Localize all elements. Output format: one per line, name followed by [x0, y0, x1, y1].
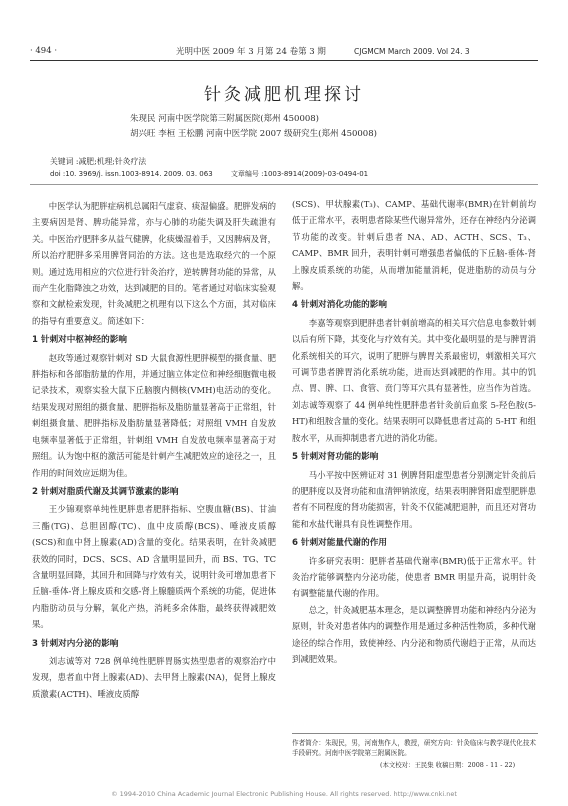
abstract-rule — [30, 184, 538, 185]
article-title: 针灸减肥机理探讨 — [204, 85, 364, 105]
left-column — [32, 198, 276, 702]
author-block — [130, 112, 500, 142]
paragraph: 刘志诚等对 728 例单纯性肥胖胃肠实热型患者的观察治疗中发现，患者血中肾上腺素(AD)、去甲肾上腺素(NA)，促肾上腺皮质激素(ACTH)、唾液皮质醇 — [32, 655, 276, 699]
article-id: 文章编号 :1003-8914(2009)-03-0494-01 — [230, 170, 369, 178]
received-date: (本文校对：王民集 收稿日期：2008 - 11 - 22) — [380, 761, 516, 769]
paragraph: 李嘉等观察到肥胖患者针刺前增高的相关耳穴信息电参数针刺以后有所下降，其变化与疗效有关。其中变化最明显的是与脾胃消化系统相关的耳穴，说明了肥胖与脾胃关系最密切，刺激相关耳穴可调节患者脾胃消化系统功能，进而达到减肥的作用。其中的饥点、胃、脾、口、食管、贲门等耳穴具有显著性，应当作为首选。刘志诚等观察了 44 例单纯性肥胖患者针灸前后血浆 5-羟色胺(5-HT)和组胺含量的变化。结果表明可以降低患者过高的 5-HT 和组胺水平，从而抑制患者亢进的消化功能。 — [292, 317, 536, 443]
footnote-rule — [292, 733, 538, 734]
keywords: 关键词 :减肥;机理;针灸疗法 — [50, 157, 147, 166]
paragraph: 许多研究表明：肥胖者基础代谢率(BMR)低于正常水平。针灸治疗能够调整内分泌功能，使患者 BMR 明显升高，说明针灸有调整能量代谢的作用。 — [292, 555, 536, 599]
copyright-notice: © 1994-2010 China Academic Journal Electronic Publishing House. All rights reserved. http://www.cnki.net — [111, 790, 457, 798]
journal-name-en: CJGMCM March 2009. Vol 24. 3 — [354, 46, 470, 56]
doi: doi :10. 3969/j. issn.1003-8914. 2009. 03. 063 — [50, 170, 213, 178]
paragraph: 马小平按中医辨证对 31 例脾肾阳虚型患者分别测定针灸前后的肥胖度以及肾功能和血清钾钠浓度，结果表明脾肾阳虚型肥胖患者有不同程度的肾功能损害，针灸不仅能减肥退肿，而且还对肾功能和水盐代谢具有良性调整作用。 — [292, 469, 536, 529]
journal-name-cn: 光明中医 2009 年 3 月第 24 卷第 3 期 — [176, 47, 326, 57]
section-heading: 1 针刺对中枢神经的影响 — [32, 335, 127, 346]
paragraph: (SCS)、甲状腺素(T₃)、CAMP、基础代谢率(BMR)在针刺前均低于正常水平，表明患者除某些代谢异常外，还存在神经内分泌调节功能的改变。针刺后患者 NA、AD、ACTH、SCS、T₃、CAMP、BMR 回升，表明针刺可增强患者偏低的下丘脑-垂体-肾上腺皮质系统的功能，从而增加能量消耗，促进脂肪的动员与分解。 — [292, 199, 536, 292]
author-line: 胡兴旺 李桓 王松鹏 河南中医学院 2007 级研究生(郑州 450008) — [130, 129, 377, 139]
author-footnote: 作者简介：朱现民，男，河南焦作人，教授，研究方向：针灸临床与教学现代化技术手段研究。河南中医学院第三附属医院。 — [292, 739, 536, 757]
section-heading: 3 针刺对内分泌的影响 — [32, 638, 119, 649]
paragraph: 赵玫等通过观察针刺对 SD 大鼠食源性肥胖模型的摄食量、肥胖指标和各部脂肪量的作用，并通过脑立体定位和神经细胞微电极记录技术，观察实验大鼠下丘脑腹内侧核(VMH)电活动的变化。结果发现对照组的摄食量、肥胖指标及脂肪量显著高于正常组，针刺组摄食量、肥胖指标及脂肪量显著降低；对照组 VMH 自发放电频率显著低于正常组，针刺组 VMH 自发放电频率显著高于对照组。认为饱中枢的激活可能是针刺产生减肥效应的途径之一，且作用的时间效应远期为佳。 — [32, 352, 276, 478]
section-heading: 6 针刺对能量代谢的作用 — [292, 538, 387, 549]
section-heading: 2 针刺对脂质代谢及其调节激素的影响 — [32, 486, 179, 497]
page-number: · 494 · — [30, 46, 58, 56]
header-rule — [30, 60, 538, 61]
author-line: 朱现民 河南中医学院第三附属医院(郑州 450008) — [130, 114, 319, 124]
doi-line — [50, 169, 530, 179]
section-heading: 5 针刺对肾功能的影响 — [292, 452, 379, 463]
paragraph: 中医学认为肥胖症病机总属阳气虚衰、痰湿偏盛。肥胖发病的主要病因是肾、脾功能异常，亦与心肺的功能失调及肝失疏泄有关。中医治疗肥胖多从益气健脾，化痰燥湿着手，又因脾病及肾，所以治疗肥胖多采用脾肾同治的方法。这也是选取经穴的一个原则。通过选用相应的穴位进行针灸治疗，逆转脾肾功能的异常，从而产生化脂降浊之功效，达到减肥的目的。笔者通过对临床实验观察和文献检索发现，针灸减肥之机理有以下这么个方面，其对临床的指导有重要意义。简述如下： — [32, 201, 276, 326]
section-heading: 4 针刺对消化功能的影响 — [292, 300, 387, 311]
paragraph: 王少锦观察单纯性肥胖患者肥胖指标、空腹血糖(BS)、甘油三酯(TG)、总胆固醇(TC)、血中皮质醇(BCS)、唾液皮质醇(SCS)和血中肾上腺素(AD)含量的变化。结果表明，在针灸减肥获效的同时，DCS、SCS、AD 含量明显回升，而 BS、TG、TC 含量明显回降，其回升和回降与疗效有关，说明针灸可增加患者下丘脑-垂体-肾上腺皮质和交感-肾上腺髓质两个系统的功能，促进体内脂肪动员与分解，氧化产热，消耗多余体脂，最终获得减肥效果。 — [32, 504, 276, 630]
running-header — [30, 44, 538, 58]
paragraph: 总之，针灸减肥基本理念，是以调整脾胃功能和神经内分泌为原则，针灸对患者体内的调整作用是通过多种活性物质，多种代谢途径的综合作用，致使神经、内分泌和物质代谢趋于正常，从而达到减肥效果。 — [292, 604, 536, 664]
right-column — [292, 196, 536, 667]
